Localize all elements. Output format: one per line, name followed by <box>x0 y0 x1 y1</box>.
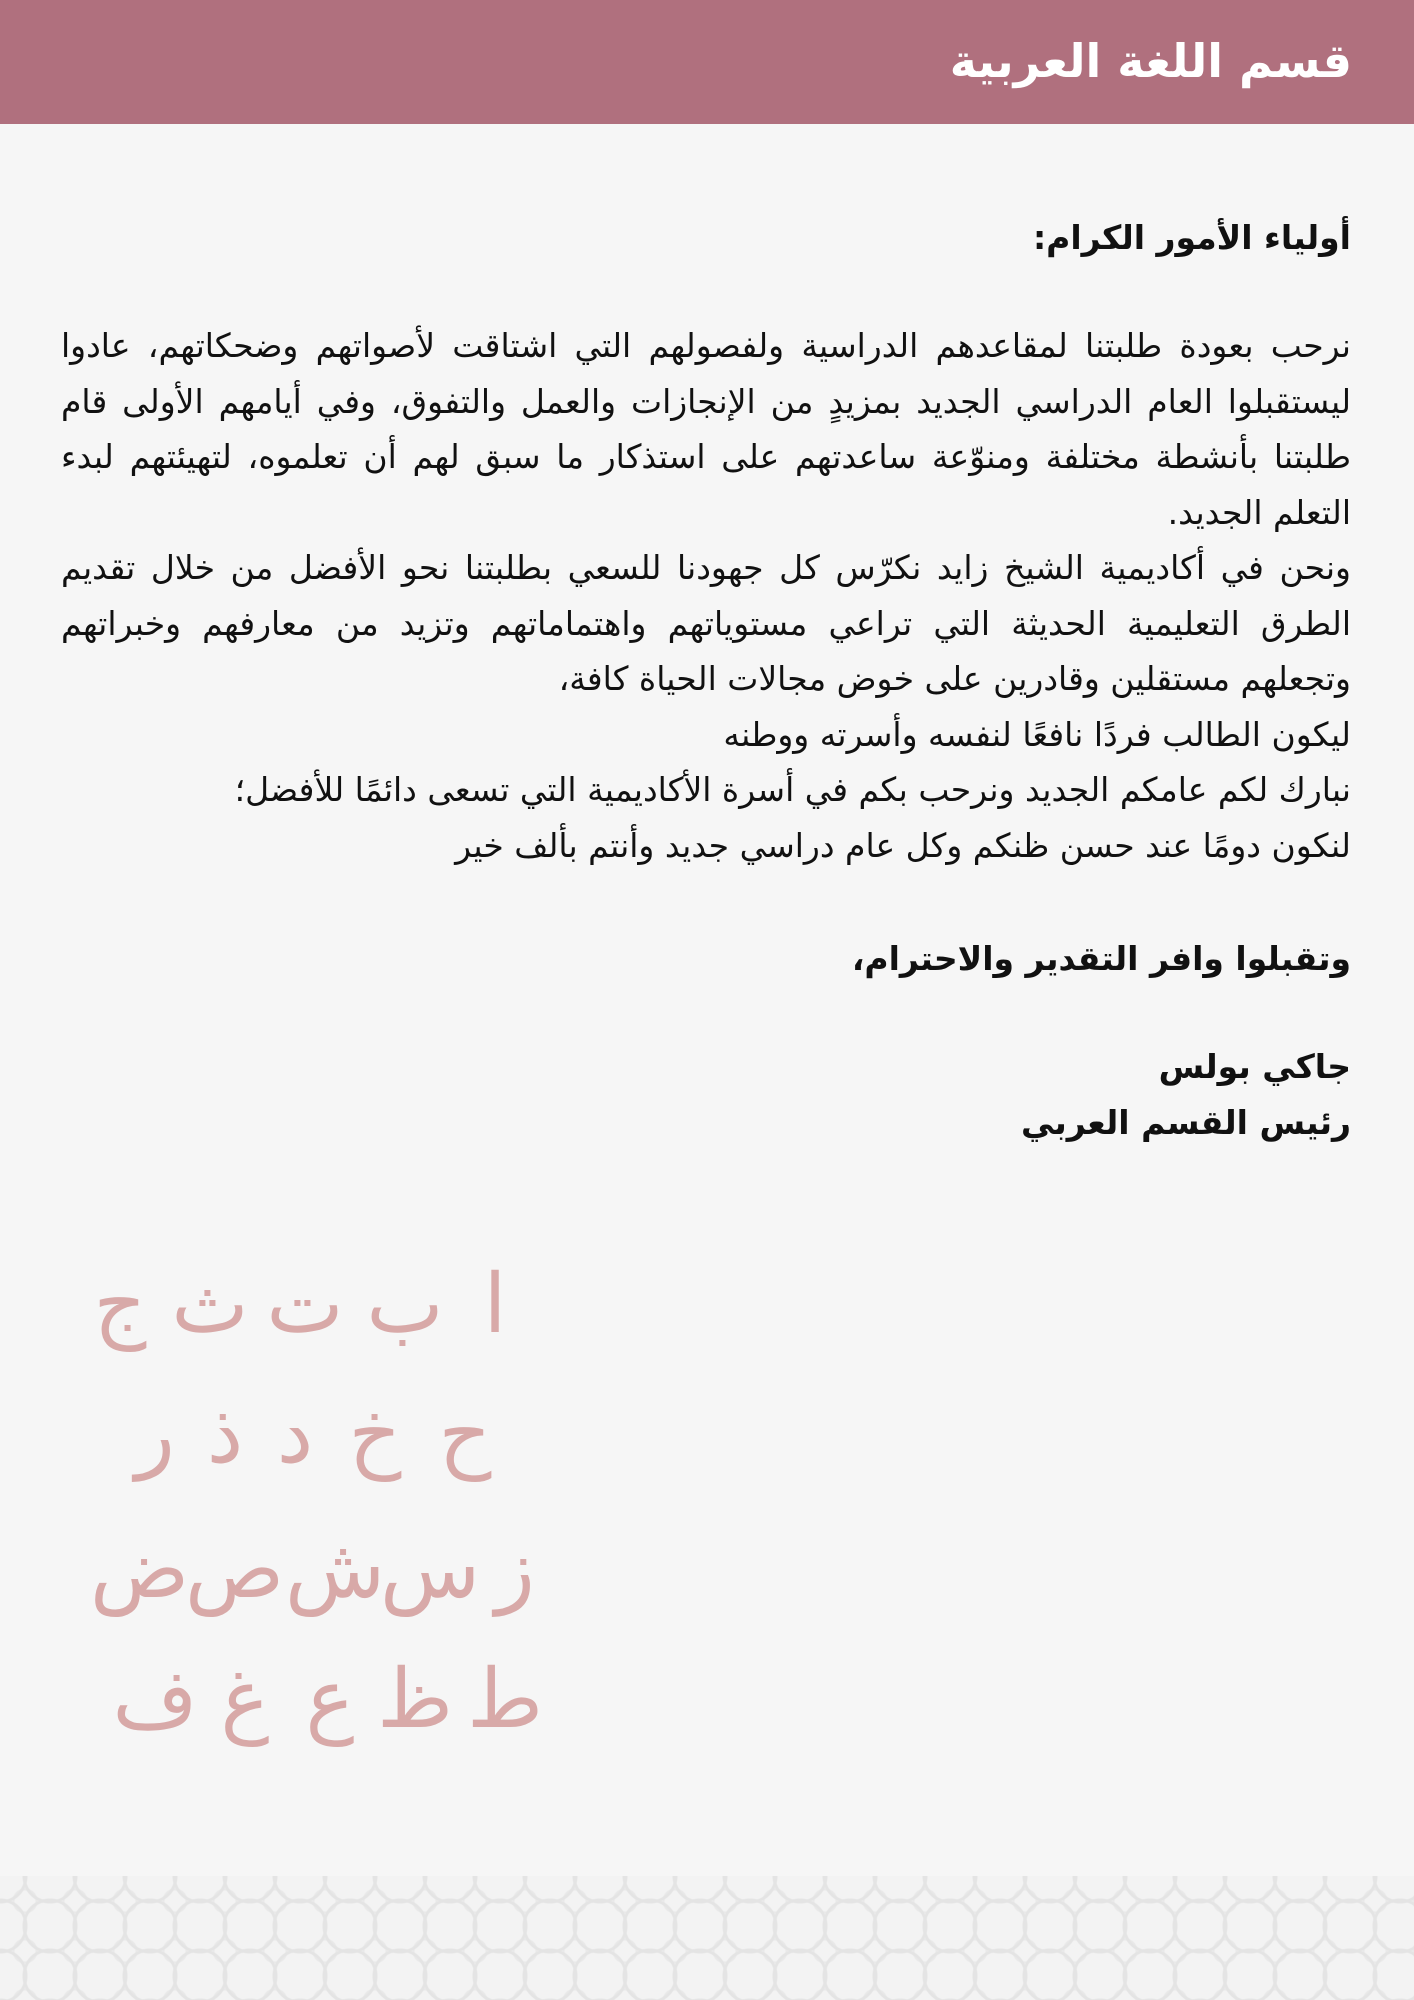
signature-title: رئيس القسم العربي <box>1020 1103 1351 1142</box>
alphabet-letter-dhal: ذ <box>206 1387 244 1482</box>
letter-paragraph: لنكون دومًا عند حسن ظنكم وكل عام دراسي جديد وأنتم بألف خير <box>455 825 1351 865</box>
signature-name: جاكي بولس <box>1158 1047 1351 1086</box>
letter-paragraph: ليكون الطالب فردًا نافعًا لنفسه وأسرته ووطنه <box>723 714 1351 754</box>
alphabet-letter-sin: س <box>380 1522 481 1617</box>
letter-body <box>61 318 1351 873</box>
header-bar <box>0 0 1414 124</box>
letter-content <box>61 210 1351 1151</box>
alphabet-letter-tha: ث <box>171 1257 249 1352</box>
alphabet-letter-alif: ا <box>483 1257 507 1352</box>
alphabet-letter-ra: ر <box>135 1387 175 1482</box>
alphabet-letter-ta: ت <box>266 1257 344 1352</box>
signature-block <box>61 1039 1351 1151</box>
letter-closing: وتقبلوا وافر التقدير والاحترام، <box>851 939 1351 978</box>
alphabet-letter-kha: خ <box>348 1387 402 1482</box>
footer-pattern-decoration <box>0 1876 1414 2000</box>
alphabet-letter-fa: ف <box>112 1652 198 1747</box>
alphabet-letter-dad: ض <box>90 1522 190 1617</box>
letter-paragraph: ونحن في أكاديمية الشيخ زايد نكرّس كل جهودنا للسعي بطلبتنا نحو الأفضل من خلال تقديم الطرق التعليمية الحديثة التي تراعي مستوياتهم واهتماماتهم وتزيد من معارفهم وخبراتهم وتجعلهم مستقلين وقادرين على خوض مجالات الحياة كافة، <box>61 548 1351 698</box>
alphabet-letter-shin: ش <box>285 1522 386 1617</box>
alphabet-letter-ain: ع <box>305 1652 355 1747</box>
alphabet-letter-ha: ح <box>438 1387 492 1482</box>
alphabet-letter-tah: ط <box>467 1652 543 1747</box>
letter-paragraph: نبارك لكم عامكم الجديد ونرحب بكم في أسرة الأكاديمية التي تسعى دائمًا للأفضل؛ <box>234 770 1351 809</box>
alphabet-letter-jim: ج <box>93 1257 147 1352</box>
alphabet-letter-dal: د <box>276 1387 314 1482</box>
alphabet-letter-ba: ب <box>366 1257 444 1352</box>
header-title: قسم اللغة العربية <box>949 34 1352 88</box>
alphabet-letter-ghain: غ <box>220 1652 270 1747</box>
letter-paragraph: نرحب بعودة طلبتنا لمقاعدهم الدراسية ولفصولهم التي اشتاقت لأصواتهم وضحكاتهم، عادوا ليستقبلوا العام الدراسي الجديد بمزيدٍ من الإنجازات والعمل والتفوق، وفي أيامهم الأولى قام طلبتنا بأنشطة مختلفة ومنوّعة ساعدتهم على استذكار ما سبق لهم أن تعلموه، لتهيئتهم لبدء التعلم الجديد. <box>61 326 1351 532</box>
alphabet-letter-sad: ص <box>185 1522 285 1617</box>
letter-salutation: أولياء الأمور الكرام: <box>1032 218 1351 257</box>
alphabet-letter-zah: ظ <box>377 1652 453 1747</box>
alphabet-letter-zay: ز <box>495 1522 535 1617</box>
arabic-alphabet-decoration <box>70 1250 590 1800</box>
